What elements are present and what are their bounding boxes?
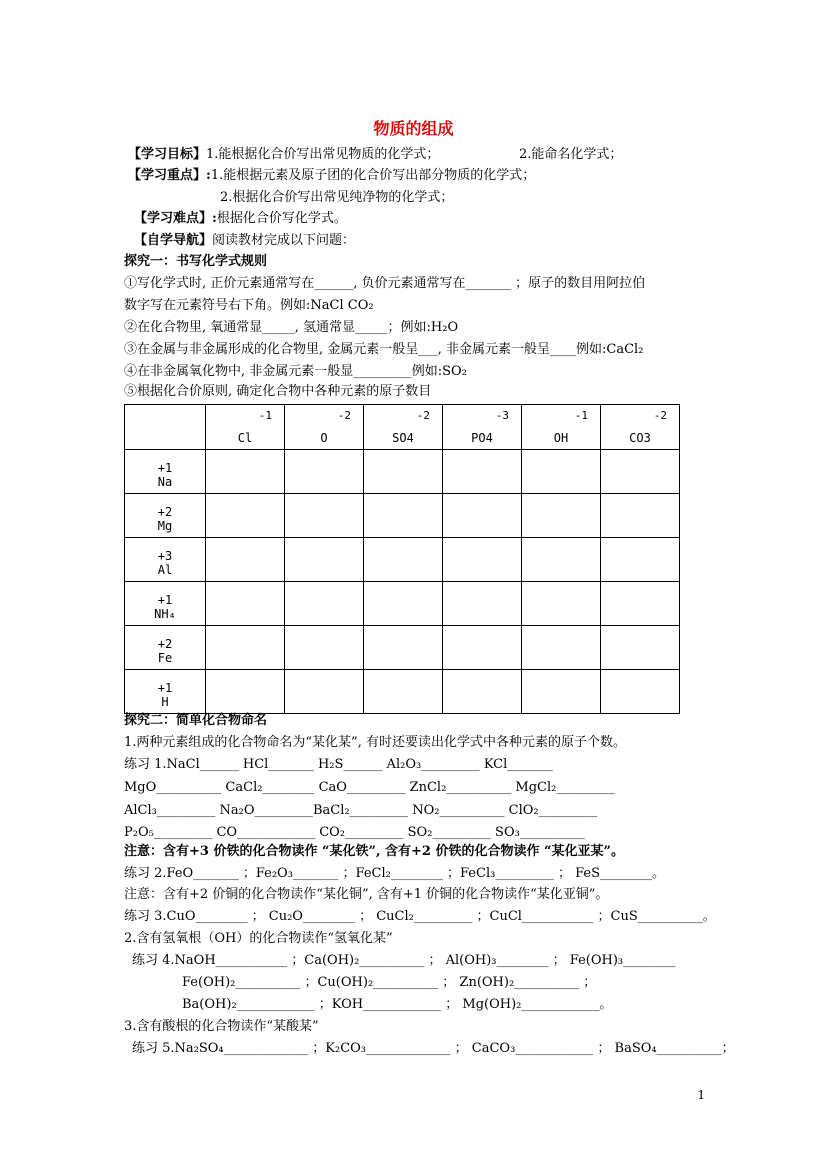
focus-label: 【学习重点】:	[128, 168, 211, 183]
answer-cell[interactable]	[285, 626, 364, 670]
rule-2: ②在化合物里, 氧通常显_____, 氢通常显_____；例如:H₂O	[124, 320, 459, 335]
answer-cell[interactable]	[364, 626, 443, 670]
answer-cell[interactable]	[443, 494, 522, 538]
anion-header: -2 O	[285, 405, 364, 450]
exercise-4c[interactable]: Ba(OH)₂____________ ；KOH____________ ； Mg(OH)₂____________。	[182, 997, 613, 1012]
answer-cell[interactable]	[522, 494, 601, 538]
guide-text: 阅读教材完成以下问题：	[212, 233, 356, 248]
answer-cell[interactable]	[285, 450, 364, 494]
exercise-4a[interactable]: 练习 4.NaOH___________ ；Ca(OH)₂__________ ； Al(OH)₃________ ； Fe(OH)₃________	[132, 953, 676, 968]
answer-cell[interactable]	[601, 670, 680, 714]
answer-cell[interactable]	[522, 582, 601, 626]
answer-cell[interactable]	[285, 670, 364, 714]
exercise-1a[interactable]: 练习 1.NaCl______ HCl_______ H₂S______ Al₂O₃_________ KCl_______	[124, 757, 553, 772]
anion-header: -2 SO4	[364, 405, 443, 450]
cation-header: +1 Na	[125, 450, 206, 494]
answer-cell[interactable]	[522, 450, 601, 494]
difficulty-text: 根据化合价写化学式。	[216, 211, 347, 226]
anion-header: -1 Cl	[206, 405, 285, 450]
difficulty-label: 【学习难点】:	[134, 211, 217, 226]
answer-cell[interactable]	[206, 450, 285, 494]
goals-text-1: 1.能根据化合价写出常见物质的化学式；	[206, 147, 440, 162]
anion-header: -1 OH	[522, 405, 601, 450]
corner-cell	[125, 405, 206, 450]
cation-header: +1 H	[125, 670, 206, 714]
answer-cell[interactable]	[522, 626, 601, 670]
cation-header: +2 Fe	[125, 626, 206, 670]
cation-header: +3 Al	[125, 538, 206, 582]
answer-cell[interactable]	[364, 450, 443, 494]
answer-cell[interactable]	[364, 538, 443, 582]
naming-rule-2: 2.含有氢氧根（OH）的化合物读作“氢氧化某”	[124, 931, 393, 946]
answer-cell[interactable]	[206, 670, 285, 714]
focus-text-1: 1.能根据元素及原子团的化合价写出部分物质的化学式；	[210, 168, 536, 183]
valence-table	[124, 404, 680, 714]
section2-heading: 探究二：简单化合物命名	[124, 713, 268, 728]
rule-4: ④在非金属氧化物中, 非金属元素一般显_________例如:SO₂	[124, 364, 467, 379]
rule-1-cont: 数字写在元素符号右下角。例如:NaCl CO₂	[124, 298, 374, 313]
exercise-5[interactable]: 练习 5.Na₂SO₄_____________ ；K₂CO₃_____________ ； CaCO₃____________ ； BaSO₄__________；	[132, 1041, 735, 1056]
answer-cell[interactable]	[443, 582, 522, 626]
page-number: 1	[697, 1088, 705, 1102]
learning-focus	[128, 166, 535, 186]
answer-cell[interactable]	[285, 582, 364, 626]
answer-cell[interactable]	[601, 450, 680, 494]
answer-cell[interactable]	[443, 670, 522, 714]
answer-cell[interactable]	[206, 582, 285, 626]
answer-cell[interactable]	[206, 626, 285, 670]
naming-rule-3: 3.含有酸根的化合物读作“某酸某”	[124, 1019, 319, 1034]
section1-heading: 探究一：书写化学式规则	[124, 254, 268, 269]
answer-cell[interactable]	[364, 494, 443, 538]
page-title: 物质的组成	[373, 119, 454, 138]
exercise-3[interactable]: 练习 3.CuO________ ； Cu₂O________ ； CuCl₂_________ ；CuCl___________ ；CuS__________。	[124, 909, 716, 924]
exercise-2[interactable]: 练习 2.FeO_______ ；Fe₂O₃_______ ；FeCl₂________ ；FeCl₃_________ ； FeS________。	[124, 866, 665, 881]
cation-header: +1 NH₄	[125, 582, 206, 626]
learning-difficulty	[134, 209, 347, 229]
answer-cell[interactable]	[364, 582, 443, 626]
rule-3: ③在金属与非金属形成的化合物里, 金属元素一般呈___, 非金属元素一般呈____例如:CaCl₂	[124, 342, 644, 357]
exercise-1b[interactable]: MgO__________ CaCl₂________ CaO_________ ZnCl₂__________ MgCl₂_________	[124, 780, 615, 795]
note-copper: 注意：含有+2 价铜的化合物读作“某化铜”, 含有+1 价铜的化合物读作“某化亚铜”。	[124, 887, 609, 902]
exercise-4b[interactable]: Fe(OH)₂__________ ；Cu(OH)₂__________ ； Zn(OH)₂__________ ；	[182, 975, 597, 990]
answer-cell[interactable]	[601, 538, 680, 582]
learning-goals	[128, 145, 439, 165]
answer-cell[interactable]	[522, 670, 601, 714]
goals-label: 【学习目标】	[128, 147, 207, 162]
answer-cell[interactable]	[206, 538, 285, 582]
answer-cell[interactable]	[601, 494, 680, 538]
answer-cell[interactable]	[443, 626, 522, 670]
anion-header: -2 CO3	[601, 405, 680, 450]
naming-rule-1: 1.两种元素组成的化合物命名为“某化某”, 有时还要读出化学式中各种元素的原子个数。	[124, 735, 626, 750]
answer-cell[interactable]	[601, 626, 680, 670]
guide-label: 【自学导航】	[134, 233, 213, 248]
focus-text-2: 2.根据化合价写出常见纯净物的化学式；	[220, 190, 454, 205]
answer-cell[interactable]	[206, 494, 285, 538]
exercise-1d[interactable]: P₂O₅_________ CO____________ CO₂_________ SO₂_________ SO₃__________	[124, 825, 585, 840]
rule-1: ①写化学式时, 正价元素通常写在______, 负价元素通常写在_______ ；原子的数目用阿拉伯	[124, 276, 646, 291]
rule-5: ⑤根据化合价原则, 确定化合物中各种元素的原子数目	[124, 384, 432, 399]
answer-cell[interactable]	[522, 538, 601, 582]
answer-cell[interactable]	[601, 582, 680, 626]
answer-cell[interactable]	[443, 450, 522, 494]
answer-cell[interactable]	[443, 538, 522, 582]
self-study-guide	[134, 231, 355, 251]
answer-cell[interactable]	[364, 670, 443, 714]
goals-text-2: 2.能命名化学式；	[519, 147, 623, 162]
answer-cell[interactable]	[285, 494, 364, 538]
answer-cell[interactable]	[285, 538, 364, 582]
cation-header: +2 Mg	[125, 494, 206, 538]
anion-header: -3 PO4	[443, 405, 522, 450]
exercise-1c[interactable]: AlCl₃_________ Na₂O_________BaCl₂_________ NO₂__________ ClO₂_________	[124, 803, 598, 818]
note-iron: 注意：含有+3 价铁的化合物读作 “某化铁”, 含有+2 价铁的化合物读作 “某化亚某”。	[124, 844, 624, 859]
